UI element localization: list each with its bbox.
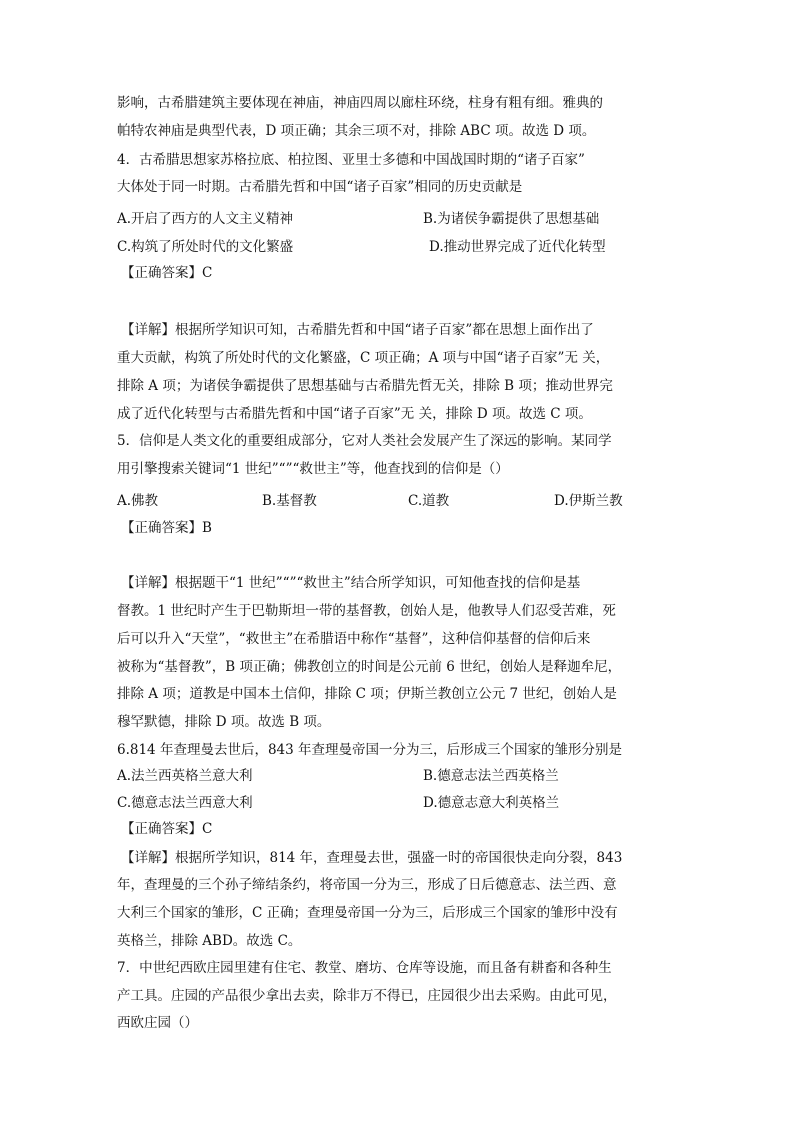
question-6-option-b: B.德意志法兰西英格兰 — [423, 768, 559, 784]
question-6-explanation: 英格兰，排除 ABD。故选 C。 — [117, 933, 302, 949]
question-7-stem: 西欧庄园（） — [117, 1015, 198, 1031]
question-4-stem: 大体处于同一时期。古希腊先哲和中国“诸子百家”相同的历史贡献是 — [117, 179, 523, 195]
question-6-answer: 【正确答案】C — [121, 821, 213, 837]
question-5-explanation: 排除 A 项；道教是中国本土信仰，排除 C 项；伊斯兰教创立公元 7 世纪，创始人是 — [117, 686, 617, 702]
question-5-option-b: B.基督教 — [262, 493, 317, 509]
question-5-option-a: A.佛教 — [117, 493, 159, 509]
question-4-explanation: 成了近代化转型与古希腊先哲和中国“诸子百家”无 关，排除 D 项。故选 C 项。 — [117, 406, 592, 422]
text-line: 影响，古希腊建筑主要体现在神庙，神庙四周以廊柱环绕，柱身有粗有细。雅典的 — [117, 95, 603, 111]
question-4-explanation: 排除 A 项；为诸侯争霸提供了思想基础与古希腊先哲无关，排除 B 项；推动世界完 — [117, 378, 613, 394]
question-6-option-d: D.德意志意大利英格兰 — [423, 795, 560, 811]
question-4-explanation: 重大贡献，构筑了所处时代的文化繁盛，C 项正确；A 项与中国“诸子百家”无 关， — [117, 350, 610, 366]
question-6-option-a: A.法兰西英格兰意大利 — [117, 768, 253, 784]
question-4-answer: 【正确答案】C — [121, 265, 213, 281]
question-4-option-d: D.推动世界完成了近代化转型 — [429, 239, 606, 255]
question-6-stem: 6.814 年查理曼去世后，843 年查理曼帝国一分为三，后形成三个国家的雏形分别是 — [117, 742, 622, 758]
question-6-explanation: 大利三个国家的雏形，C 正确；查理曼帝国一分为三，后形成三个国家的雏形中没有 — [117, 905, 618, 921]
question-5-explanation: 后可以升入“天堂”，“救世主”在希腊语中称作“基督”，这种信仰基督的信仰后来 — [117, 631, 591, 647]
question-4-stem: 4．古希腊思想家苏格拉底、柏拉图、亚里士多德和中国战国时期的“诸子百家” — [117, 152, 585, 168]
question-6-option-c: C.德意志法兰西意大利 — [117, 795, 253, 811]
question-6-explanation: 【详解】根据所学知识，814 年，查理曼去世，强盛一时的帝国很快走向分裂，843 — [121, 850, 623, 866]
text-line: 帕特农神庙是典型代表，D 项正确；其余三项不对，排除 ABC 项。故选 D 项。 — [117, 123, 596, 139]
question-5-explanation: 【详解】根据题干“1 世纪”“”“救世主”结合所学知识，可知他查找的信仰是基 — [121, 575, 581, 591]
question-5-explanation: 穆罕默德，排除 D 项。故选 B 项。 — [117, 714, 331, 730]
question-7-stem: 7．中世纪西欧庄园里建有住宅、教堂、磨坊、仓库等设施，而且备有耕畜和各种生 — [117, 960, 612, 976]
question-4-option-b: B.为诸侯争霸提供了思想基础 — [423, 211, 600, 227]
question-4-explanation: 【详解】根据所学知识可知，古希腊先哲和中国“诸子百家”都在思想上面作出了 — [121, 322, 594, 338]
question-5-option-c: C.道教 — [408, 493, 450, 509]
question-5-answer: 【正确答案】B — [121, 520, 212, 536]
question-5-explanation: 督教。1 世纪时产生于巴勒斯坦一带的基督教，创始人是，他教导人们忍受苦难，死 — [117, 603, 616, 619]
question-5-stem: 5．信仰是人类文化的重要组成部分，它对人类社会发展产生了深远的影响。某同学 — [117, 433, 612, 449]
question-5-explanation: 被称为“基督教”，B 项正确；佛教创立的时间是公元前 6 世纪，创始人是释迦牟尼， — [117, 659, 622, 675]
question-4-option-c: C.构筑了所处时代的文化繁盛 — [117, 239, 294, 255]
question-5-stem: 用引擎搜索关键词“1 世纪”“”“救世主”等，他查找到的信仰是（） — [117, 461, 509, 477]
question-6-explanation: 年，查理曼的三个孙子缔结条约，将帝国一分为三，形成了日后德意志、法兰西、意 — [117, 877, 617, 893]
question-4-option-a: A.开启了西方的人文主义精神 — [117, 211, 294, 227]
question-7-stem: 产工具。庄园的产品很少拿出去卖，除非万不得已，庄园很少出去采购。由此可见， — [117, 988, 617, 1004]
question-5-option-d: D.伊斯兰教 — [554, 493, 623, 509]
